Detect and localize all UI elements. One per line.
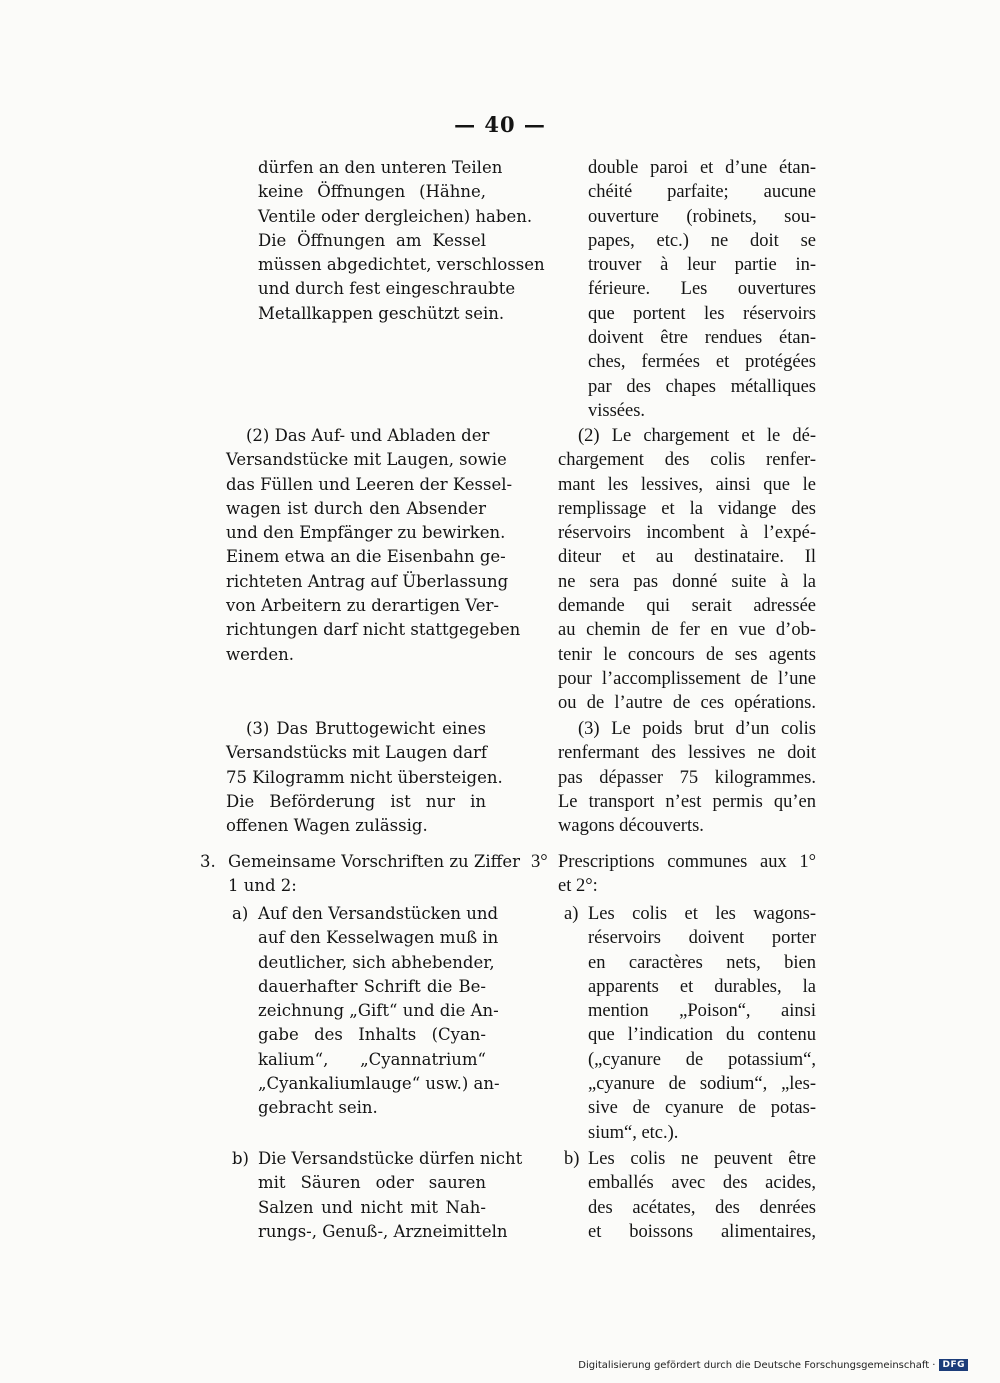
text-line: que l’indication du contenu [588,1025,816,1046]
text-line: réservoirs incombent à l’expé- [558,523,816,544]
text-line: 75 Kilogramm nicht übersteigen. [226,767,503,787]
text-line: ne sera pas donné suite à la [558,571,816,592]
text-line: (2) Das Auf- und Abladen der [246,426,490,445]
german-paragraph-2 [226,424,521,667]
text-line: „cyanure de sodium“, „les- [588,1074,816,1095]
text-line: pour l’accomplissement de l’une [558,668,816,689]
text-line: Les colis ne peuvent être [588,1149,816,1169]
text-line: et boissons alimentaires, [588,1221,816,1242]
french-item-b-marker: b) [564,1149,580,1169]
text-line: chargement des colis renfer- [558,450,816,471]
german-section-3-heading [228,850,520,899]
text-line: tenir le concours de ses agents [558,644,816,665]
text-line: („cyanure de potassium“, [588,1049,816,1070]
text-line: und den Empfänger zu bewirken. [226,523,506,543]
text-line: keine Öffnungen (Hähne, [258,182,486,202]
text-line: werden. [226,644,294,664]
french-paragraph-2 [558,424,816,716]
text-line: wagons découverts. [558,816,704,837]
text-line: et 2°: [558,876,598,897]
text-line: chéité parfaite; aucune [588,182,816,203]
text-line: von Arbeitern zu derartigen Ver- [226,596,499,616]
text-line: (3) Das Bruttogewicht eines [246,719,486,738]
german-item-b [258,1147,523,1244]
text-line: remplissage et la vidange des [558,498,816,519]
text-line: Prescriptions communes aux 1° [558,852,816,872]
text-line: dürfen an den unteren Teilen [258,158,503,177]
text-line: das Füllen und Leeren der Kessel- [226,474,513,494]
text-line: Die Öffnungen am Kessel [258,230,486,250]
text-line: par des chapes métalliques [588,376,816,397]
text-line: emballés avec des acides, [588,1173,816,1194]
text-line: richteten Antrag auf Überlassung [226,571,509,591]
text-line: Die Versandstücke dürfen nicht [258,1149,523,1168]
text-line: que portent les réservoirs [588,303,816,324]
text-line: trouver à leur partie in- [588,255,816,276]
french-item-b [588,1147,816,1244]
text-line: ches, fermées et protégées [588,352,816,373]
text-line: (2) Le chargement et le dé- [578,426,816,446]
french-section-3-heading [558,850,816,899]
text-line: zeichnung „Gift“ und die An- [258,1001,499,1021]
text-line: en caractères nets, bien [588,952,816,973]
text-line: wagen ist durch den Absender [226,498,486,518]
text-line: Salzen und nicht mit Nah- [258,1197,486,1217]
text-line: papes, etc.) ne doit se [588,230,816,251]
text-line: gabe des Inhalts (Cyan- [258,1025,486,1045]
footer-text: Digitalisierung gefördert durch die Deutsche Forschungsgemeinschaft · [578,1359,936,1371]
german-paragraph-1 [258,156,545,326]
text-line: deutlicher, sich abhebender, [258,952,495,972]
text-line: renfermant des lessives ne doit [558,743,816,764]
text-line: und durch fest eingeschraubte [258,279,516,299]
text-line: ouverture (robinets, sou- [588,206,816,227]
text-line: Metallkappen geschützt sein. [258,303,505,323]
text-line: kalium“, „Cyannatrium“ [258,1049,486,1069]
text-line: offenen Wagen zulässig. [226,816,428,836]
dfg-logo: DFG [939,1359,968,1371]
german-item-a [258,902,500,1121]
text-line: au chemin de fer en vue d’ob- [558,620,816,641]
text-line: Die Beförderung ist nur in [226,791,486,811]
text-line: mant les lessives, ainsi que le [558,474,816,495]
french-paragraph-3 [558,717,816,838]
text-line: ou de l’autre de ces opérations. [558,693,816,714]
text-line: doivent être rendues étan- [588,328,816,349]
text-line: des acétates, des denrées [588,1197,816,1218]
text-line: demande qui serait adressée [558,596,816,617]
german-section-3-marker: 3. [200,852,216,871]
text-line: gebracht sein. [258,1098,378,1118]
text-line: Einem etwa an die Eisenbahn ge- [226,547,506,567]
text-line: rungs-, Genuß-, Arzneimitteln [258,1221,508,1241]
text-line: mention „Poison“, ainsi [588,1001,816,1022]
text-line: Versandstücke mit Laugen, sowie [226,450,507,470]
german-item-a-marker: a) [232,904,249,923]
text-line: sium“, etc.). [588,1122,679,1143]
text-line: Versandstücks mit Laugen darf [226,743,488,763]
text-line: double paroi et d’une étan- [588,158,816,178]
text-line: diteur et au destinataire. Il [558,547,816,568]
page-number: — 40 — [454,112,546,137]
text-line: Auf den Versandstücken und [258,904,499,923]
text-line: 1 und 2: [228,876,297,896]
text-line: Le transport n’est permis qu’en [558,791,816,812]
digitization-footer [578,1359,968,1371]
text-line: „Cyankaliumlauge“ usw.) an- [258,1074,500,1094]
text-line: dauerhafter Schrift die Be- [258,976,486,996]
text-line: pas dépasser 75 kilogrammes. [558,767,816,788]
french-paragraph-1 [588,156,816,423]
text-line: Gemeinsame Vorschriften zu Ziffer [228,852,520,871]
text-line: mit Säuren oder sauren [258,1173,486,1193]
text-line: sive de cyanure de potas- [588,1098,816,1119]
text-line: apparents et durables, la [588,976,816,997]
text-line: réservoirs doivent porter [588,928,816,949]
text-line: auf den Kesselwagen muß in [258,928,499,948]
text-line: vissées. [588,400,646,421]
french-section-3-marker: 3° [531,852,548,872]
text-line: müssen abgedichtet, verschlossen [258,255,545,275]
text-line: férieure. Les ouvertures [588,279,816,300]
german-item-b-marker: b) [232,1149,249,1168]
text-line: Les colis et les wagons- [588,904,816,924]
text-line: Ventile oder dergleichen) haben. [258,206,533,226]
french-item-a [588,902,816,1145]
text-line: richtungen darf nicht stattgegeben [226,620,521,640]
german-paragraph-3 [226,717,503,838]
text-line: (3) Le poids brut d’un colis [578,719,816,739]
french-item-a-marker: a) [564,904,579,924]
